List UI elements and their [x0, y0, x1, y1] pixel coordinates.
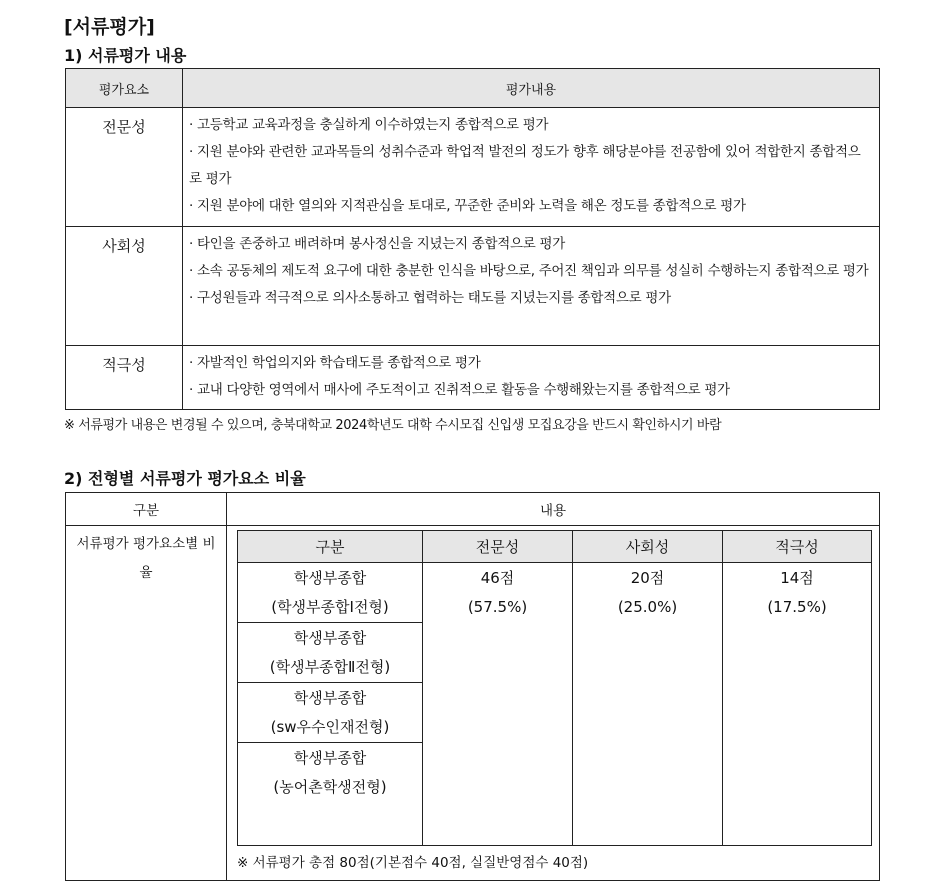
admission-type: 학생부종합 (sw우수인재전형) — [238, 683, 423, 743]
section2-heading: 2) 전형별 서류평가 평가요소 비율 — [64, 469, 306, 488]
table-row — [66, 227, 880, 346]
criterion: · 교내 다양한 영역에서 매사에 주도적이고 진취적으로 활동을 수행해왔는지를 종합적으로 평가 — [189, 382, 730, 398]
inner-header-sociality: 사회성 — [573, 531, 723, 563]
table-row — [66, 108, 880, 227]
header-content: 평가내용 — [183, 69, 880, 108]
criterion: · 지원 분야에 대한 열의와 지적관심을 토대로, 꾸준한 준비와 노력을 해온 정도를 종합적으로 평가 — [189, 198, 746, 214]
section1-note: ※ 서류평가 내용은 변경될 수 있으며, 충북대학교 2024학년도 대학 수시모집 신입생 모집요강을 반드시 확인하시기 바람 — [64, 418, 722, 433]
evaluation-content-table — [65, 68, 880, 410]
section1-heading: 1) 서류평가 내용 — [64, 46, 187, 65]
admission-type: 학생부종합 (학생부종합Ⅰ전형) — [238, 563, 423, 623]
score-expertise: 46점 (57.5%) — [423, 563, 573, 846]
inner-header-proactivity: 적극성 — [723, 531, 872, 563]
header-factor: 평가요소 — [66, 69, 183, 108]
header-category: 구분 — [66, 493, 227, 526]
ratio-table — [65, 492, 880, 881]
header-content: 내용 — [227, 493, 880, 526]
criterion: · 고등학교 교육과정을 충실하게 이수하였는지 종합적으로 평가 — [189, 117, 549, 133]
table-row — [66, 346, 880, 410]
page-title: [서류평가] — [64, 16, 155, 38]
criterion: · 구성원들과 적극적으로 의사소통하고 협력하는 태도를 지녔는지를 종합적으로 평가 — [189, 290, 671, 306]
row-label: 서류평가 평가요소별 비율 — [76, 536, 216, 581]
score-sociality: 20점 (25.0%) — [573, 563, 723, 846]
score-proactivity: 14점 (17.5%) — [723, 563, 872, 846]
section2-footnote: ※ 서류평가 총점 80점(기본점수 40점, 실질반영점수 40점) — [237, 855, 589, 871]
criterion: · 자발적인 학업의지와 학습태도를 종합적으로 평가 — [189, 355, 481, 371]
criterion: · 타인을 존중하고 배려하며 봉사정신을 지녔는지 종합적으로 평가 — [189, 236, 565, 252]
criterion: · 지원 분야와 관련한 교과목들의 성취수준과 학업적 발전의 정도가 향후 해당분야를 전공함에 있어 적합한지 종합적으로 평가 — [189, 144, 861, 187]
inner-header-category: 구분 — [238, 531, 423, 563]
inner-header-expertise: 전문성 — [423, 531, 573, 563]
criterion: · 소속 공동체의 제도적 요구에 대한 충분한 인식을 바탕으로, 주어진 책임과 의무를 성실히 수행하는지 종합적으로 평가 — [189, 263, 869, 279]
factor-label: 사회성 — [66, 227, 183, 346]
admission-type: 학생부종합 (학생부종합Ⅱ전형) — [238, 623, 423, 683]
factor-label: 전문성 — [66, 108, 183, 227]
factor-label: 적극성 — [66, 346, 183, 410]
ratio-inner-table — [237, 530, 872, 846]
admission-type: 학생부종합 (농어촌학생전형) — [238, 743, 423, 846]
